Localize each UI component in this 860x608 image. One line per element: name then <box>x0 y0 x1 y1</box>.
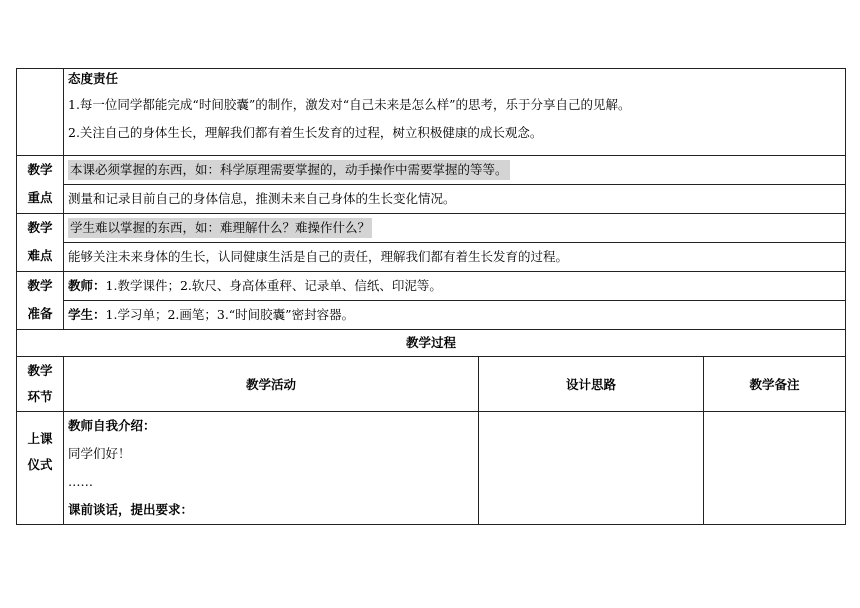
key-points-content-cell <box>64 185 846 214</box>
stage-header-top: 教学 <box>27 363 53 378</box>
key-points-hint-cell <box>64 156 846 185</box>
ceremony-stage-top: 上课 <box>27 431 53 446</box>
ceremony-line-3: …… <box>68 474 93 489</box>
process-header-row <box>17 357 846 412</box>
attitude-item-2: 2.关注自己的身体生长，理解我们都有着生长发育的过程，树立积极健康的成长观念。 <box>68 125 543 140</box>
key-points-row-1 <box>17 156 846 185</box>
preparation-row-1 <box>17 272 846 301</box>
attitude-item-1: 1.每一位同学都能完成“时间胶囊”的制作，激发对“自己未来是怎么样”的思考，乐于分享自己的见解。 <box>68 97 631 112</box>
difficulties-content: 能够关注未来身体的生长，认同健康生活是自己的责任，理解我们都有着生长发育的过程。 <box>68 249 569 264</box>
key-points-hint: 本课必须掌握的东西，如：科学原理需要掌握的，动手操作中需要掌握的等等。 <box>68 160 510 180</box>
attitude-heading: 态度责任 <box>68 71 119 86</box>
stage-header <box>17 357 64 412</box>
difficulties-row-1 <box>17 214 846 243</box>
notes-header: 教学备注 <box>704 357 846 412</box>
teacher-label: 教师： <box>68 278 106 293</box>
preparation-row-2 <box>17 301 846 330</box>
difficulties-hint: 学生难以掌握的东西，如：难理解什么？难操作什么？ <box>68 218 372 238</box>
attitude-row <box>17 69 846 156</box>
key-points-label-top: 教学 <box>27 162 53 177</box>
key-points-row-2 <box>17 185 846 214</box>
process-title-row <box>17 330 846 357</box>
process-title: 教学过程 <box>406 335 457 350</box>
difficulties-hint-cell <box>64 214 846 243</box>
difficulties-row-2 <box>17 243 846 272</box>
difficulties-label <box>17 214 64 272</box>
key-points-label-bottom: 重点 <box>27 190 53 205</box>
preparation-teacher-cell <box>64 272 846 301</box>
lesson-plan-table <box>16 68 846 525</box>
preparation-label-top: 教学 <box>27 278 53 293</box>
ceremony-line-4: 课前谈话，提出要求： <box>68 502 194 517</box>
preparation-label <box>17 272 64 330</box>
key-points-content: 测量和记录目前自己的身体信息，推测未来自己身体的生长变化情况。 <box>68 191 456 206</box>
ceremony-stage-bottom: 仪式 <box>27 457 53 472</box>
preparation-label-bottom: 准备 <box>27 306 53 321</box>
process-row-ceremony <box>17 412 846 525</box>
ceremony-notes-cell <box>704 412 846 525</box>
ceremony-design-cell <box>479 412 704 525</box>
ceremony-activity-cell <box>64 412 479 525</box>
teacher-items: 1.教学课件；2.软尺、身高体重秤、记录单、信纸、印泥等。 <box>105 278 442 293</box>
ceremony-line-1: 教师自我介绍： <box>68 418 156 433</box>
stage-header-bottom: 环节 <box>27 389 53 404</box>
design-header: 设计思路 <box>479 357 704 412</box>
difficulties-label-bottom: 难点 <box>27 248 53 263</box>
attitude-label-cell <box>17 69 64 156</box>
attitude-content-cell <box>64 69 846 156</box>
process-title-cell <box>17 330 846 357</box>
student-items: 1.学习单；2.画笔；3.“时间胶囊”密封容器。 <box>105 307 355 322</box>
difficulties-label-top: 教学 <box>27 220 53 235</box>
key-points-label <box>17 156 64 214</box>
preparation-student-cell <box>64 301 846 330</box>
ceremony-line-2: 同学们好！ <box>68 446 131 461</box>
student-label: 学生： <box>68 307 106 322</box>
ceremony-stage-cell <box>17 412 64 525</box>
activity-header: 教学活动 <box>64 357 479 412</box>
difficulties-content-cell <box>64 243 846 272</box>
